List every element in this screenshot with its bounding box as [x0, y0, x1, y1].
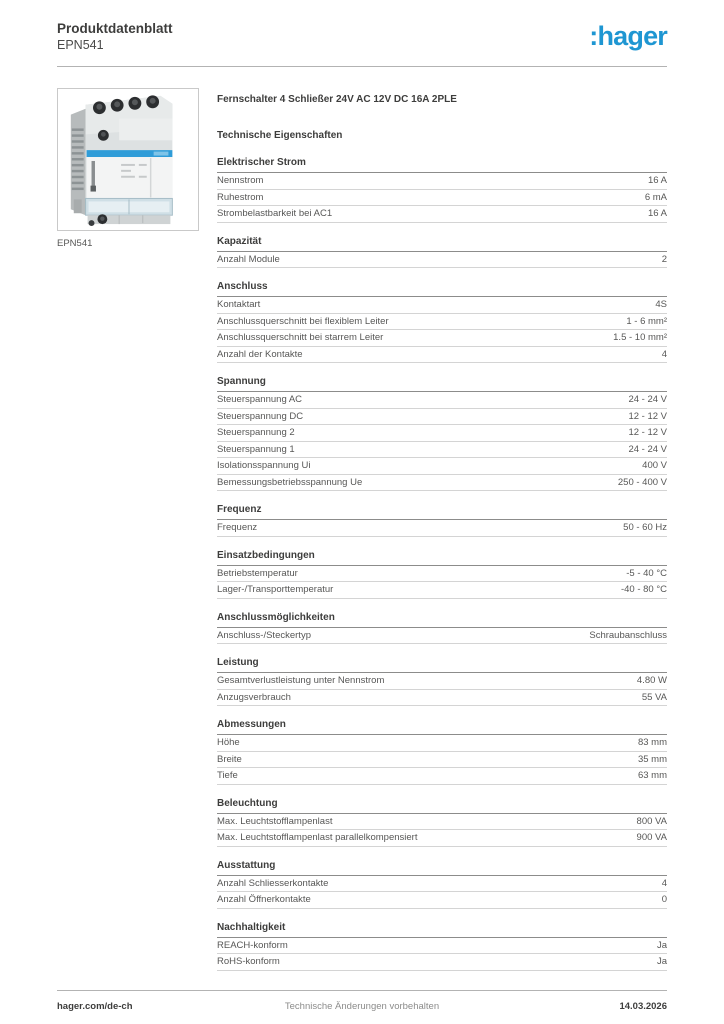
spec-section-title: Ausstattung: [217, 860, 667, 876]
spec-section: [217, 236, 667, 269]
footer-website-link[interactable]: hager.com/de-ch: [57, 1001, 133, 1012]
spec-section-rows: [217, 814, 667, 847]
spec-label: Anschluss-/Steckertyp: [217, 629, 311, 641]
spec-value: 1 - 6 mm²: [626, 315, 667, 327]
spec-section: [217, 922, 667, 971]
spec-value: 4: [661, 877, 667, 889]
spec-value: 900 VA: [636, 832, 667, 843]
spec-label: Frequenz: [217, 522, 258, 533]
spec-section: [217, 798, 667, 847]
product-title: Fernschalter 4 Schließer 24V AC 12V DC 16A 2PLE: [217, 94, 457, 105]
spec-section: [217, 612, 667, 645]
spec-section-title: Nachhaltigkeit: [217, 922, 667, 938]
spec-section-rows: [217, 297, 667, 363]
spec-row: [217, 768, 667, 785]
spec-value: 4.80 W: [636, 675, 667, 686]
spec-value: 0: [661, 894, 667, 905]
spec-section-title: Anschlussmöglichkeiten: [217, 612, 667, 628]
spec-row: [217, 442, 667, 459]
product-image-column: [57, 88, 217, 984]
spec-section: [217, 719, 667, 785]
spec-row: [217, 876, 667, 893]
spec-section-rows: [217, 628, 667, 645]
spec-value: 400 V: [642, 460, 667, 471]
spec-row: [217, 330, 667, 347]
spec-section-title: Beleuchtung: [217, 798, 667, 814]
page-header: [57, 20, 667, 67]
spec-value: 35 mm: [637, 753, 667, 765]
spec-section-title: Spannung: [217, 376, 667, 392]
spec-label: Lager-/Transporttemperatur: [217, 584, 334, 595]
spec-row: [217, 458, 667, 475]
spec-value: 12 - 12 V: [628, 410, 667, 422]
spec-section: [217, 157, 667, 223]
spec-label: Tiefe: [217, 770, 238, 781]
technical-properties-heading: Technische Eigenschaften: [217, 130, 343, 141]
spec-row: [217, 830, 667, 847]
footer-row: [57, 1001, 667, 1012]
product-code: EPN541: [57, 38, 104, 52]
spec-row: [217, 673, 667, 690]
spec-row: [217, 409, 667, 426]
spec-value: 250 - 400 V: [617, 476, 667, 488]
spec-section-rows: [217, 735, 667, 785]
spec-label: Bemessungsbetriebsspannung Ue: [217, 476, 363, 488]
spec-value: 16 A: [647, 208, 667, 219]
spec-row: [217, 425, 667, 442]
spec-value: 24 - 24 V: [628, 394, 667, 405]
spec-section-title: Einsatzbedingungen: [217, 550, 667, 566]
spec-label: RoHS-konform: [217, 956, 280, 967]
spec-section-title: Elektrischer Strom: [217, 157, 667, 173]
spec-value: Schraubanschluss: [589, 629, 667, 641]
product-image-frame: [57, 88, 199, 231]
spec-label: Anzahl Schliesserkontakte: [217, 877, 329, 889]
spec-row: [217, 566, 667, 583]
spec-label: Steuerspannung DC: [217, 410, 304, 422]
spec-value: 55 VA: [641, 691, 667, 703]
spec-row: [217, 892, 667, 909]
spec-row: [217, 628, 667, 645]
spec-label: REACH-konform: [217, 939, 288, 951]
spec-label: Anzugsverbrauch: [217, 691, 291, 703]
spec-value: 24 - 24 V: [628, 443, 667, 455]
spec-section-rows: [217, 566, 667, 599]
spec-label: Kontaktart: [217, 299, 261, 310]
spec-section: [217, 376, 667, 491]
spec-row: [217, 735, 667, 752]
spec-label: Steuerspannung AC: [217, 394, 303, 405]
spec-value: -5 - 40 °C: [626, 567, 667, 579]
spec-section-title: Leistung: [217, 657, 667, 673]
spec-value: 16 A: [647, 175, 667, 186]
spec-section-title: Anschluss: [217, 281, 667, 297]
spec-label: Max. Leuchtstofflampenlast: [217, 815, 333, 827]
spec-section-rows: [217, 673, 667, 706]
spec-label: Nennstrom: [217, 175, 264, 186]
spec-sections: [217, 157, 667, 971]
spec-label: Höhe: [217, 737, 240, 748]
spec-label: Gesamtverlustleistung unter Nennstrom: [217, 675, 385, 686]
spec-row: [217, 938, 667, 955]
product-device-illustration: [58, 89, 198, 230]
product-image-caption: EPN541: [57, 238, 93, 249]
spec-label: Steuerspannung 1: [217, 443, 295, 455]
spec-section: [217, 550, 667, 599]
spec-value: 63 mm: [637, 770, 667, 781]
spec-row: [217, 752, 667, 769]
spec-label: Strombelastbarkeit bei AC1: [217, 208, 333, 219]
spec-value: 83 mm: [637, 737, 667, 748]
spec-value: 12 - 12 V: [628, 427, 667, 438]
spec-label: Anzahl Module: [217, 253, 280, 265]
spec-value: 50 - 60 Hz: [623, 522, 667, 533]
hager-logo: :hager: [589, 21, 667, 51]
spec-value: 800 VA: [636, 815, 667, 827]
spec-value: 4S: [655, 299, 667, 310]
spec-row: [217, 582, 667, 599]
header-title-block: [57, 20, 173, 53]
spec-row: [217, 297, 667, 314]
spec-row: [217, 206, 667, 223]
spec-value: 2: [661, 253, 667, 265]
spec-label: Anschlussquerschnitt bei flexiblem Leiter: [217, 315, 389, 327]
footer-disclaimer: Technische Änderungen vorbehalten: [284, 1001, 440, 1012]
spec-column: [217, 88, 667, 984]
spec-value: 1.5 - 10 mm²: [613, 332, 667, 343]
spec-section: [217, 860, 667, 909]
spec-section: [217, 504, 667, 537]
spec-row: [217, 814, 667, 831]
spec-label: Anzahl der Kontakte: [217, 348, 303, 360]
spec-row: [217, 314, 667, 331]
spec-label: Betriebstemperatur: [217, 567, 298, 579]
spec-row: [217, 173, 667, 190]
spec-value: -40 - 80 °C: [620, 584, 667, 595]
spec-row: [217, 252, 667, 269]
spec-row: [217, 954, 667, 971]
spec-section-title: Kapazität: [217, 236, 667, 252]
spec-section-title: Frequenz: [217, 504, 667, 520]
document-title: Produktdatenblatt: [57, 21, 173, 36]
spec-value: Ja: [656, 939, 667, 951]
spec-row: [217, 190, 667, 207]
spec-row: [217, 392, 667, 409]
spec-section: [217, 657, 667, 706]
page-footer: [57, 990, 667, 1012]
spec-section-rows: [217, 252, 667, 269]
spec-row: [217, 690, 667, 707]
spec-label: Isolationsspannung Ui: [217, 460, 311, 471]
spec-section-rows: [217, 520, 667, 537]
spec-row: [217, 520, 667, 537]
spec-label: Anschlussquerschnitt bei starrem Leiter: [217, 332, 384, 343]
spec-section-title: Abmessungen: [217, 719, 667, 735]
spec-section-rows: [217, 392, 667, 491]
spec-label: Anzahl Öffnerkontakte: [217, 894, 311, 905]
spec-section-rows: [217, 938, 667, 971]
spec-section: [217, 281, 667, 363]
footer-date: 14.03.2026: [619, 1001, 667, 1012]
spec-value: 4: [661, 348, 667, 360]
spec-label: Max. Leuchtstofflampenlast parallelkompensiert: [217, 832, 418, 843]
spec-row: [217, 347, 667, 364]
spec-section-rows: [217, 173, 667, 223]
spec-section-rows: [217, 876, 667, 909]
spec-row: [217, 475, 667, 492]
spec-label: Breite: [217, 753, 242, 765]
spec-value: Ja: [656, 956, 667, 967]
content-area: [57, 88, 667, 984]
spec-value: 6 mA: [644, 191, 667, 203]
spec-label: Ruhestrom: [217, 191, 264, 203]
spec-label: Steuerspannung 2: [217, 427, 295, 438]
